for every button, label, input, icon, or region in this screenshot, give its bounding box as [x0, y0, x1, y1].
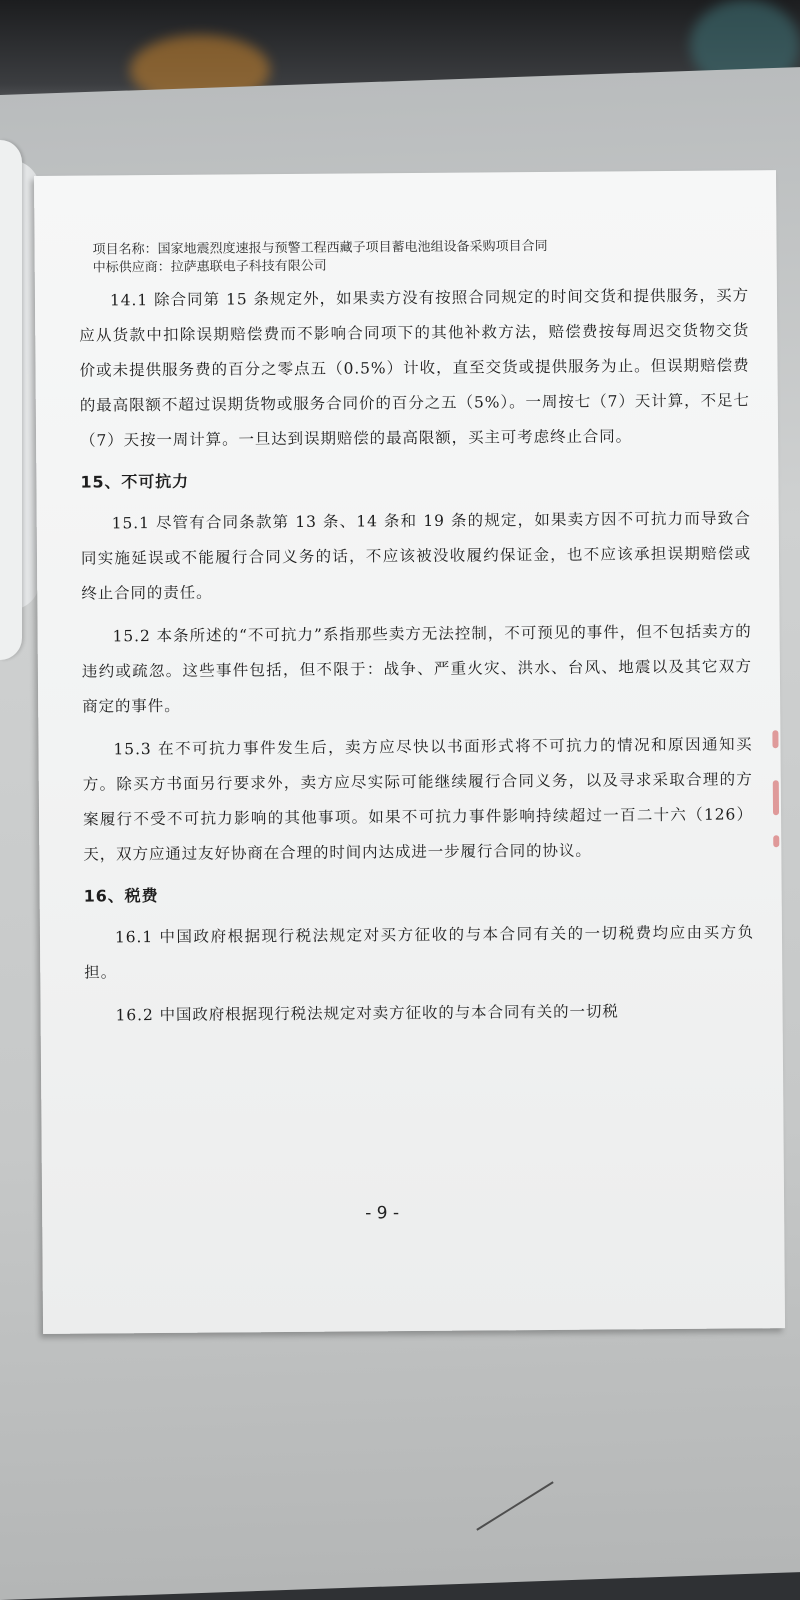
- supplier-line: 中标供应商：拉萨惠联电子科技有限公司: [92, 258, 327, 276]
- clause-15-3: 15.3 在不可抗力事件发生后，卖方应尽快以书面形式将不可抗力的情况和原因通知买方。除买方书面另行要求外，卖方应尽实际可能继续履行合同义务，以及寻求采取合理的方案履行不受不可抗力影响的其他事项。如果不可抗力事件影响持续超过一百二十六（126）天，双方应通过友好协商在合理的时间内达成进一步履行合同的协议。: [82, 735, 754, 864]
- page-number: - 9 -: [365, 1203, 400, 1224]
- clause-15-2: 15.2 本条所述的“不可抗力”系指那些卖方无法控制，不可预见的事件，但不包括卖方的违约或疏忽。这些事件包括，但不限于：战争、严重火灾、洪水、台风、地震以及其它双方商定的事件。: [81, 622, 752, 716]
- project-name-line: 项目名称：国家地震烈度速报与预警工程西藏子项目蓄电池组设备采购项目合同: [92, 238, 548, 258]
- section-heading-15: 15、不可抗力: [80, 471, 190, 492]
- clause-16-2: 16.2 中国政府根据现行税法规定对卖方征收的与本合同有关的一切税: [115, 1002, 619, 1025]
- book-edge: [0, 140, 22, 660]
- clause-14-1: 14.1 除合同第 15 条规定外，如果卖方没有按照合同规定的时间交货和提供服务，买方应从货款中扣除误期赔偿费而不影响合同项下的其他补救方法，赔偿费按每周迟交货物交货价或未提供服务费的百分之零点五（0.5%）计收，直至交货或提供服务为止。但误期赔偿费的最高限额不超过误期货物或服务合同价的百分之五（5%）。一周按七（7）天计算，不足七（7）天按一周计算。一旦达到误期赔偿的最高限额，买主可考虑终止合同。: [79, 286, 750, 450]
- stamp-mark: [772, 730, 778, 748]
- document-page: [34, 170, 785, 1334]
- document-body: [79, 278, 755, 1033]
- stamp-mark: [773, 835, 779, 847]
- clause-15-1: 15.1 尽管有合同条款第 13 条、14 条和 19 条的规定，如果卖方因不可抗力而导致合同实施延误或不能履行合同义务的话，不应该被没收履约保证金，也不应该承担误期赔偿或终止合同的责任。: [80, 509, 752, 603]
- clause-16-1: 16.1 中国政府根据现行税法规定对买方征收的与本合同有关的一切税费均应由买方负担。: [84, 923, 755, 982]
- stamp-mark: [773, 780, 779, 815]
- section-heading-16: 16、税费: [83, 886, 159, 906]
- document-header: [93, 238, 548, 278]
